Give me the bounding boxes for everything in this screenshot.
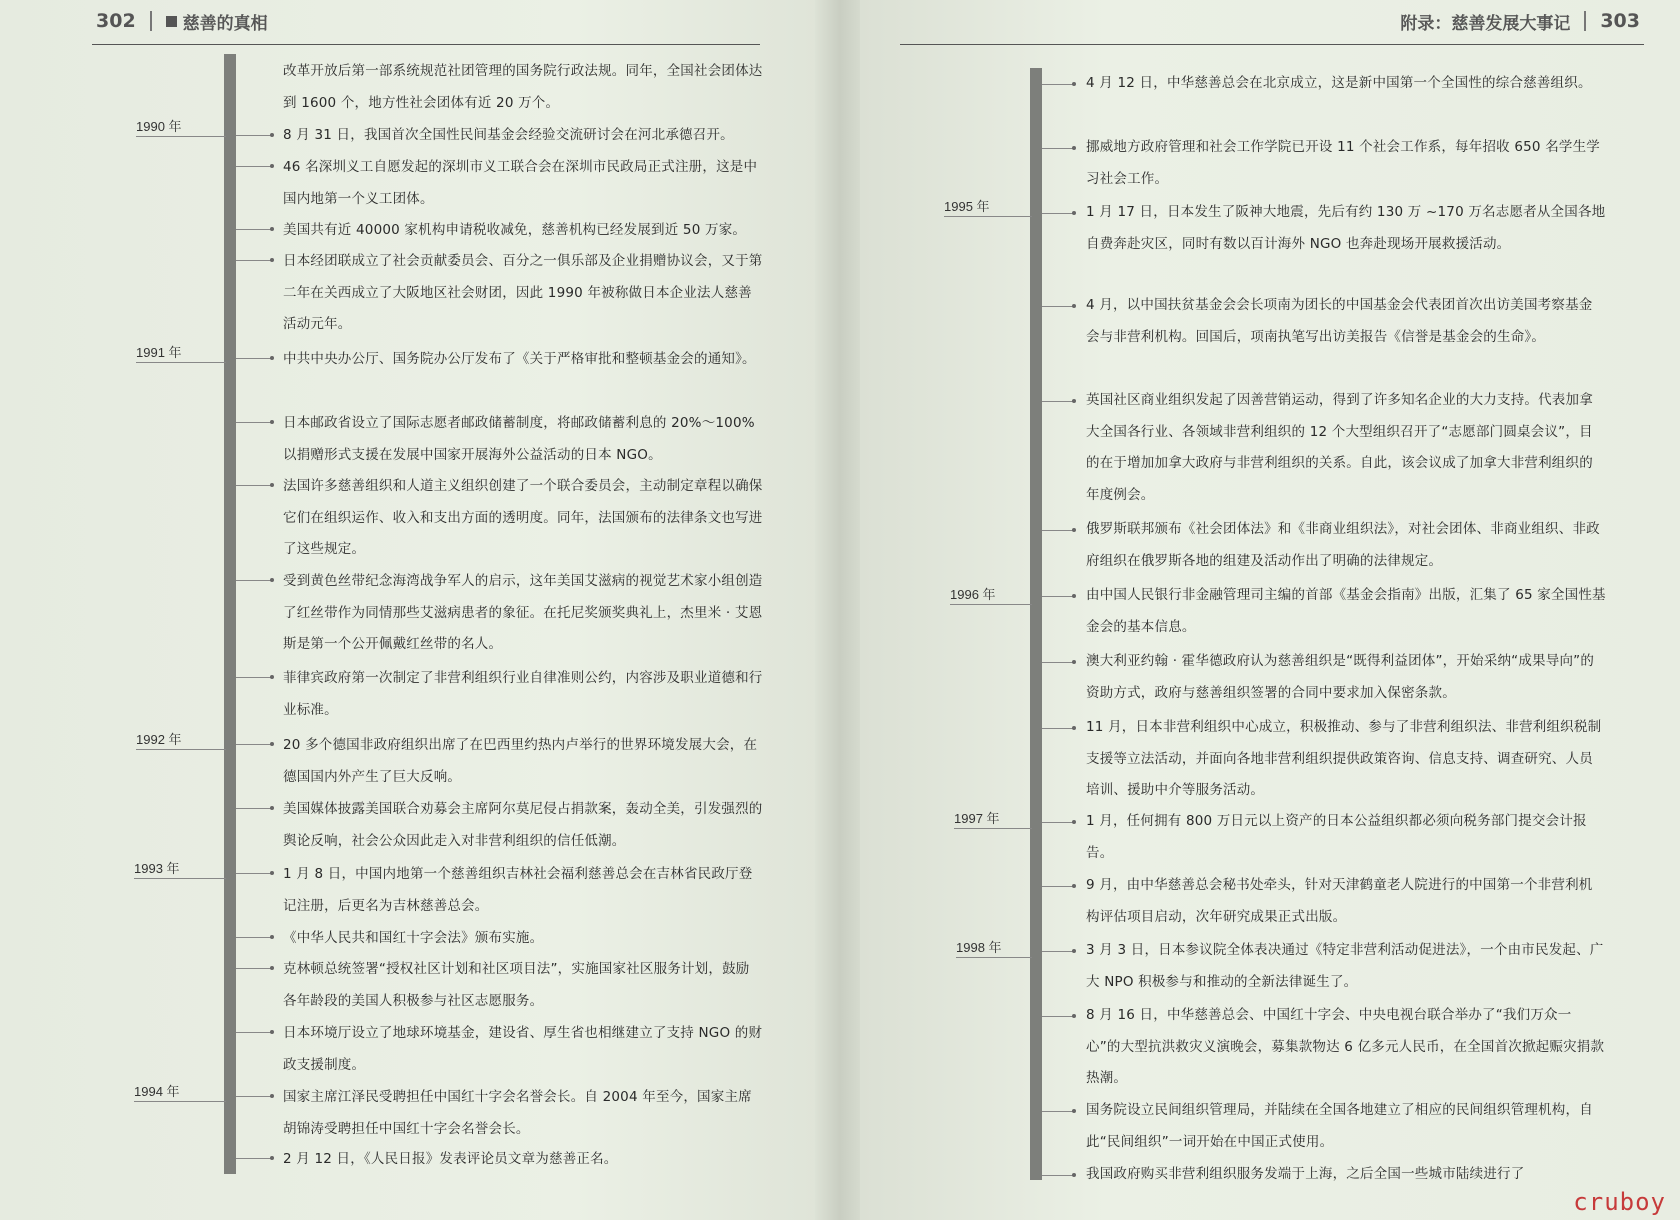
year-underline — [956, 957, 1032, 958]
entry-dot-icon — [1072, 949, 1076, 953]
year-underline — [954, 828, 1032, 829]
year-underline — [136, 749, 226, 750]
entry-connector — [1042, 728, 1074, 729]
timeline-entry: 挪威地方政府管理和社会工作学院已开设 11 个社会工作系，每年招收 650 名学生学习社会工作。 — [1086, 139, 1601, 187]
timeline-entry: 2 月 12 日，《人民日报》发表评论员文章为慈善正名。 — [283, 1151, 618, 1167]
timeline-entry: 20 多个德国非政府组织出席了在巴西里约热内卢举行的世界环境发展大会，在德国国内外产生了巨大反响。 — [283, 737, 758, 785]
entry-dot-icon — [270, 806, 274, 810]
entry-dot-icon — [1072, 820, 1076, 824]
entry-dot-icon — [1072, 594, 1076, 598]
entry-connector — [1042, 148, 1074, 149]
year-label: 1996 年 — [950, 587, 996, 602]
timeline-entry: 11 月，日本非营利组织中心成立，积极推动、参与了非营利组织法、非营利组织税制支援等立法活动，并面向各地非营利组织提供政策咨询、信息支持、调查研究、人员培训、援助中介等服务活动。 — [1086, 719, 1602, 798]
year-underline — [136, 362, 226, 363]
timeline-entry: 1 月 17 日，日本发生了阪神大地震，先后有约 130 万 ~170 万名志愿者从全国各地自费奔赴灾区，同时有数以百计海外 NGO 也奔赴现场开展救援活动。 — [1086, 204, 1606, 252]
year-label: 1995 年 — [944, 199, 990, 214]
year-label: 1993 年 — [134, 861, 180, 876]
year-underline — [134, 1101, 226, 1102]
timeline-entry: 1 月 8 日，中国内地第一个慈善组织吉林社会福利慈善总会在吉林省民政厅登记注册，后更名为吉林慈善总会。 — [283, 866, 753, 914]
timeline-entry: 9 月，由中华慈善总会秘书处牵头，针对天津鹤童老人院进行的中国第一个非营利机构评估项目启动，次年研究成果正式出版。 — [1086, 877, 1593, 925]
entry-connector — [236, 937, 272, 938]
timeline-entry: 3 月 3 日，日本参议院全体表决通过《特定非营利活动促进法》，一个由市民发起、广大 NPO 积极参与和推动的全新法律诞生了。 — [1086, 942, 1604, 990]
entry-dot-icon — [270, 966, 274, 970]
entry-dot-icon — [270, 356, 274, 360]
year-label: 1990 年 — [136, 119, 182, 134]
left-page — [0, 0, 820, 1220]
entry-dot-icon — [1072, 211, 1076, 215]
right-header-rule — [900, 44, 1644, 45]
entry-dot-icon — [270, 258, 274, 262]
entry-connector — [236, 968, 272, 969]
timeline-entry: 日本邮政省设立了国际志愿者邮政储蓄制度，将邮政储蓄利息的 20%～100% 以捐赠形式支援在发展中国家开展海外公益活动的日本 NGO。 — [283, 415, 755, 463]
timeline-entry: 中共中央办公厅、国务院办公厅发布了《关于严格审批和整顿基金会的通知》。 — [283, 351, 756, 367]
header-separator — [150, 11, 152, 31]
left-header-rule — [92, 44, 760, 45]
timeline-entry: 澳大利亚约翰 · 霍华德政府认为慈善组织是“既得利益团体”，开始采纳“成果导向”的资助方式，政府与慈善组织签署的合同中要求加入保密条款。 — [1086, 653, 1595, 701]
year-label: 1991 年 — [136, 345, 182, 360]
timeline-entry: 8 月 16 日，中华慈善总会、中国红十字会、中央电视台联合举办了“我们万众一心”的大型抗洪救灾义演晚会，募集款物达 6 亿多元人民币，在全国首次掀起赈灾捐款热潮。 — [1086, 1007, 1605, 1086]
timeline-entry: 我国政府购买非营利组织服务发端于上海，之后全国一些城市陆续进行了 — [1086, 1166, 1525, 1182]
entry-connector — [1042, 1111, 1074, 1112]
timeline-entry: 改革开放后第一部系统规范社团管理的国务院行政法规。同年，全国社会团体达到 1600 个，地方性社会团体有近 20 万个。 — [283, 63, 763, 111]
entry-connector — [236, 485, 272, 486]
entry-connector — [1042, 951, 1074, 952]
year-underline — [136, 136, 226, 137]
entry-connector — [1042, 401, 1074, 402]
entry-dot-icon — [270, 935, 274, 939]
entry-dot-icon — [270, 164, 274, 168]
right-header — [1400, 6, 1640, 36]
timeline-entry: 由中国人民银行非金融管理司主编的首部《基金会指南》出版，汇集了 65 家全国性基金会的基本信息。 — [1086, 587, 1606, 635]
timeline-entry: 日本环境厅设立了地球环境基金，建设省、厚生省也相继建立了支持 NGO 的财政支援制度。 — [283, 1025, 763, 1073]
entry-dot-icon — [270, 675, 274, 679]
watermark-text: cruboy — [1573, 1188, 1666, 1216]
right-page — [860, 0, 1680, 1220]
header-separator — [1584, 11, 1586, 31]
entry-dot-icon — [1072, 146, 1076, 150]
entry-connector — [236, 135, 272, 136]
entry-connector — [236, 873, 272, 874]
timeline-entry: 4 月 12 日，中华慈善总会在北京成立，这是新中国第一个全国性的综合慈善组织。 — [1086, 75, 1592, 91]
entry-dot-icon — [1072, 399, 1076, 403]
entry-dot-icon — [1072, 528, 1076, 532]
entry-connector — [236, 677, 272, 678]
entry-dot-icon — [1072, 304, 1076, 308]
timeline-entry: 克林顿总统签署“授权社区计划和社区项目法”，实施国家社区服务计划，鼓励各年龄段的美国人积极参与社区志愿服务。 — [283, 961, 750, 1009]
entry-dot-icon — [270, 483, 274, 487]
entry-connector — [1042, 1016, 1074, 1017]
timeline-entry: 《中华人民共和国红十字会法》颁布实施。 — [283, 930, 544, 946]
year-label: 1992 年 — [136, 732, 182, 747]
square-bullet-icon — [166, 16, 177, 27]
book-title-wrap — [166, 9, 268, 34]
timeline-entry: 8 月 31 日，我国首次全国性民间基金会经验交流研讨会在河北承德召开。 — [283, 127, 734, 143]
book-title: 慈善的真相 — [182, 13, 268, 34]
section-title: 附录：慈善发展大事记 — [1400, 13, 1571, 34]
timeline-entry: 法国许多慈善组织和人道主义组织创建了一个联合委员会，主动制定章程以确保它们在组织运作、收入和支出方面的透明度。同年，法国颁布的法律条文也写进了这些规定。 — [283, 478, 763, 557]
entry-dot-icon — [270, 1094, 274, 1098]
timeline-entry: 菲律宾政府第一次制定了非营利组织行业自律准则公约，内容涉及职业道德和行业标准。 — [283, 670, 763, 718]
year-underline — [950, 604, 1032, 605]
entry-dot-icon — [1072, 82, 1076, 86]
entry-connector — [1042, 886, 1074, 887]
timeline-entry: 俄罗斯联邦颁布《社会团体法》和《非商业组织法》，对社会团体、非商业组织、非政府组织在俄罗斯各地的组建及活动作出了明确的法律规定。 — [1086, 521, 1600, 569]
right-page-number: 303 — [1600, 10, 1640, 32]
timeline-entry: 1 月，任何拥有 800 万日元以上资产的日本公益组织都必须向税务部门提交会计报告。 — [1086, 813, 1587, 861]
timeline-entry: 国家主席江泽民受聘担任中国红十字会名誉会长。自 2004 年至今，国家主席胡锦涛受聘担任中国红十字会名誉会长。 — [283, 1089, 752, 1137]
entry-connector — [236, 744, 272, 745]
entry-connector — [1042, 306, 1074, 307]
year-label: 1994 年 — [134, 1084, 180, 1099]
entry-connector — [1042, 596, 1074, 597]
entry-dot-icon — [270, 871, 274, 875]
entry-dot-icon — [1072, 884, 1076, 888]
entry-connector — [236, 166, 272, 167]
entry-connector — [1042, 822, 1074, 823]
year-underline — [944, 216, 1032, 217]
entry-connector — [1042, 662, 1074, 663]
entry-connector — [236, 229, 272, 230]
entry-connector — [1042, 84, 1074, 85]
timeline-entry: 美国媒体披露美国联合劝募会主席阿尔莫尼侵占捐款案，轰动全美，引发强烈的舆论反响，社会公众因此走入对非营利组织的信任低潮。 — [283, 801, 763, 849]
entry-dot-icon — [270, 420, 274, 424]
entry-connector — [236, 808, 272, 809]
year-underline — [134, 878, 226, 879]
timeline-entry: 英国社区商业组织发起了因善营销运动，得到了许多知名企业的大力支持。代表加拿大全国各行业、各领域非营利组织的 12 个大型组织召开了“志愿部门圆桌会议”，目的在于增加加拿大政府与非营利组织的关系。自此，该会议成了加拿大非营利组织的年度例会。 — [1086, 392, 1593, 503]
entry-connector — [236, 422, 272, 423]
year-label: 1997 年 — [954, 811, 1000, 826]
timeline-entry: 美国共有近 40000 家机构申请税收减免，慈善机构已经发展到近 50 万家。 — [283, 222, 747, 238]
entry-connector — [1042, 530, 1074, 531]
entry-dot-icon — [270, 1030, 274, 1034]
entry-connector — [236, 1032, 272, 1033]
entry-connector — [1042, 1175, 1074, 1176]
left-timeline-bar — [224, 54, 236, 1174]
entry-connector — [236, 580, 272, 581]
timeline-entry: 日本经团联成立了社会贡献委员会、百分之一俱乐部及企业捐赠协议会，又于第二年在关西成立了大阪地区社会财团，因此 1990 年被称做日本企业法人慈善活动元年。 — [283, 253, 763, 332]
book-gutter — [815, 0, 865, 1220]
entry-dot-icon — [1072, 726, 1076, 730]
entry-dot-icon — [270, 1156, 274, 1160]
entry-dot-icon — [1072, 660, 1076, 664]
timeline-entry: 国务院设立民间组织管理局，并陆续在全国各地建立了相应的民间组织管理机构，自此“民间组织”一词开始在中国正式使用。 — [1086, 1102, 1593, 1150]
entry-dot-icon — [270, 742, 274, 746]
entry-connector — [236, 260, 272, 261]
entry-connector — [1042, 213, 1074, 214]
entry-dot-icon — [1072, 1109, 1076, 1113]
entry-dot-icon — [1072, 1014, 1076, 1018]
entry-dot-icon — [270, 133, 274, 137]
timeline-entry: 4 月，以中国扶贫基金会会长项南为团长的中国基金会代表团首次出访美国考察基金会与非营利机构。回国后，项南执笔写出访美报告《信誉是基金会的生命》。 — [1086, 297, 1593, 345]
entry-dot-icon — [270, 578, 274, 582]
entry-connector — [236, 1158, 272, 1159]
entry-connector — [236, 1096, 272, 1097]
left-header — [96, 6, 268, 36]
timeline-entry: 46 名深圳义工自愿发起的深圳市义工联合会在深圳市民政局正式注册，这是中国内地第一个义工团体。 — [283, 159, 758, 207]
left-page-number: 302 — [96, 10, 136, 32]
year-label: 1998 年 — [956, 940, 1002, 955]
right-timeline-bar — [1030, 68, 1042, 1180]
entry-dot-icon — [270, 227, 274, 231]
entry-connector — [236, 358, 272, 359]
timeline-entry: 受到黄色丝带纪念海湾战争军人的启示，这年美国艾滋病的视觉艺术家小组创造了红丝带作为同情那些艾滋病患者的象征。在托尼奖颁奖典礼上，杰里米 · 艾恩斯是第一个公开佩戴红丝带的名人。 — [283, 573, 763, 652]
entry-dot-icon — [1072, 1173, 1076, 1177]
